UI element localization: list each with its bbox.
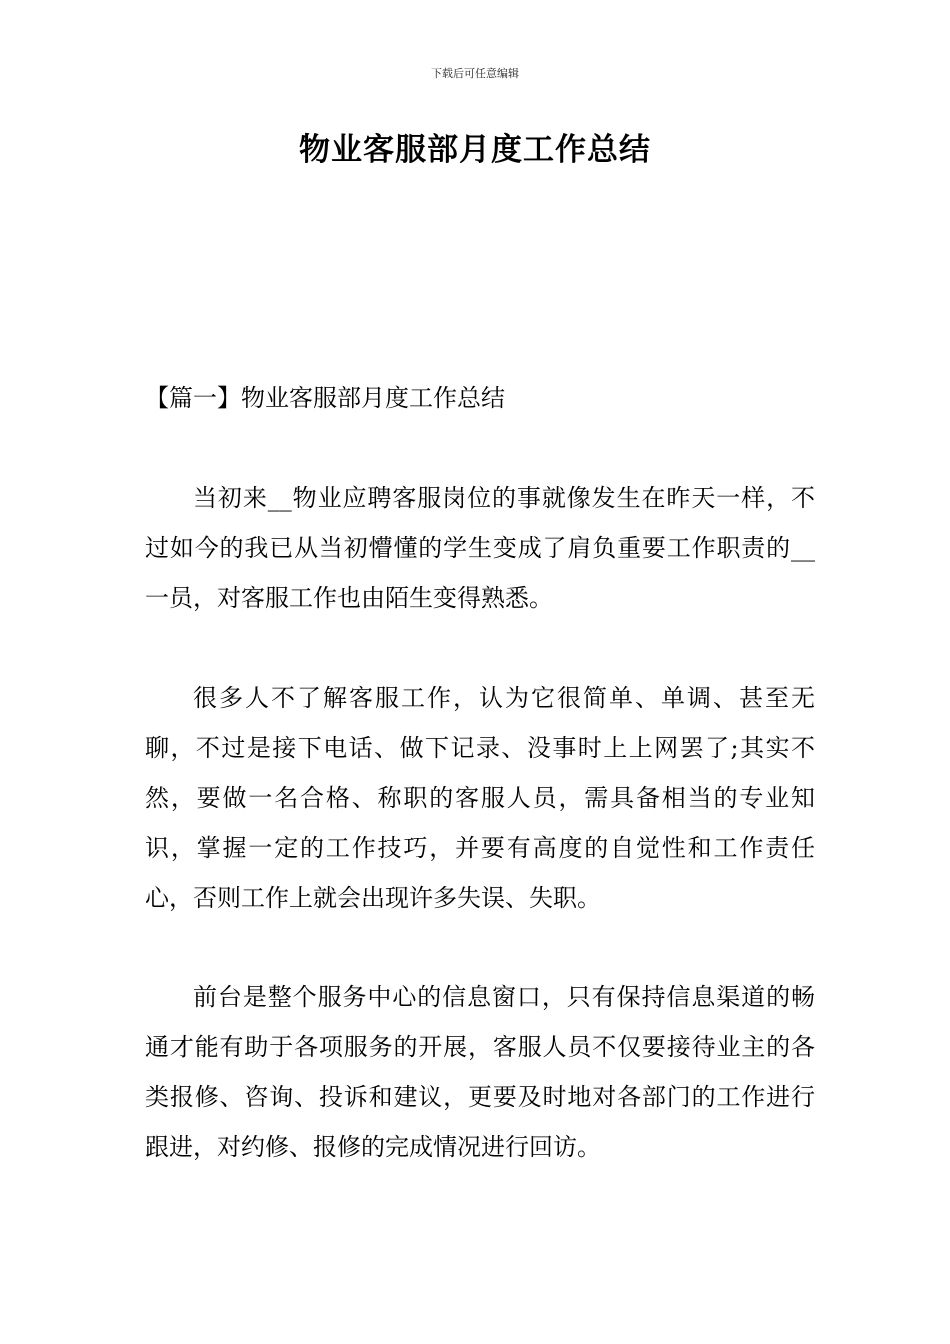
paragraph: 很多人不了解客服工作，认为它很简单、单调、甚至无聊，不过是接下电话、做下记录、没事时上上网罢了;其实不然，要做一名合格、称职的客服人员，需具备相当的专业知识，掌握一定的工作技巧，并要有高度的自觉性和工作责任心，否则工作上就会出现许多失误、失职。 [145, 684, 815, 912]
document-title: 物业客服部月度工作总结 [299, 132, 651, 168]
header-note: 下载后可任意编辑 [431, 67, 519, 80]
paragraph: 前台是整个服务中心的信息窗口，只有保持信息渠道的畅通才能有助于各项服务的开展，客服人员不仅要接待业主的各类报修、咨询、投诉和建议，更要及时地对各部门的工作进行跟进，对约修、报修的完成情况进行回访。 [145, 983, 815, 1161]
section-heading: 【篇一】物业客服部月度工作总结 [145, 384, 505, 412]
paragraph: 当初来__物业应聘客服岗位的事就像发生在昨天一样，不过如今的我已从当初懵懂的学生变成了肩负重要工作职责的__一员，对客服工作也由陌生变得熟悉。 [145, 484, 815, 612]
